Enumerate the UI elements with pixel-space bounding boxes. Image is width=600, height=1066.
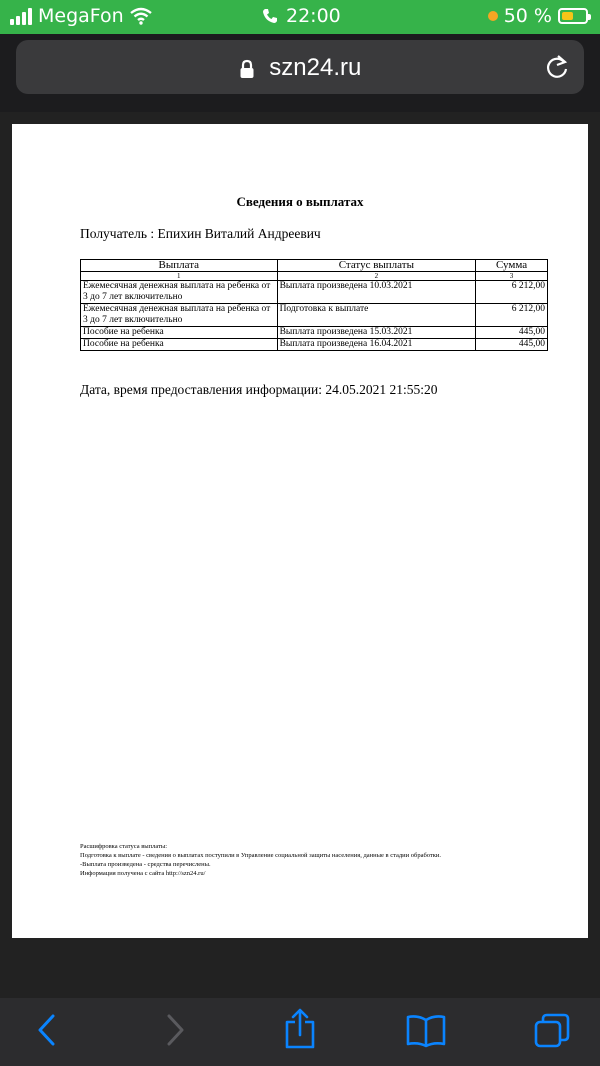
document-title: Сведения о выплатах [236, 194, 364, 209]
url-text[interactable]: szn24.ru [269, 54, 362, 81]
wifi-icon [130, 7, 152, 25]
amount-cell: 6 212,00 [476, 304, 548, 327]
recipient-name: Получатель : Епихин Виталий Андреевич [80, 226, 321, 241]
footnote-line: Информация получена с сайта http://szn24.ru/ [80, 870, 206, 877]
amount-cell: 445,00 [476, 339, 548, 351]
lock-icon [239, 59, 255, 79]
document-page [12, 124, 588, 938]
status-cell: Выплата произведена 16.04.2021 [277, 339, 476, 351]
footnote-line: -Выплата произведена - средства перечислены. [80, 861, 211, 868]
amount-cell: 445,00 [476, 327, 548, 339]
payment-cell: Пособие на ребенка [81, 339, 278, 351]
reload-icon[interactable] [544, 53, 570, 81]
column-header-status: Статус выплаты [277, 260, 476, 272]
address-bar[interactable] [16, 40, 584, 94]
amount-cell: 6 212,00 [476, 281, 548, 304]
column-header-payment: Выплата [81, 260, 278, 272]
share-icon[interactable] [283, 1008, 317, 1050]
battery-icon [558, 8, 588, 24]
tabs-icon[interactable] [533, 1012, 571, 1050]
footnote-line: Расшифровка статуса выплаты: [80, 843, 168, 850]
carrier-name: MegaFon [38, 5, 124, 27]
payment-cell: Пособие на ребенка [81, 327, 278, 339]
clock: 22:00 [286, 5, 341, 27]
battery-percent: 50 % [503, 5, 552, 27]
back-icon[interactable] [34, 1012, 60, 1048]
footnote [80, 842, 441, 878]
payment-cell: Ежемесячная денежная выплата на ребенка от 3 до 7 лет включительно [81, 304, 278, 327]
column-number: 1 [81, 272, 278, 281]
forward-icon[interactable] [162, 1012, 188, 1048]
status-cell: Выплата произведена 10.03.2021 [277, 281, 476, 304]
browser-toolbar [0, 998, 600, 1066]
status-cell: Подготовка к выплате [277, 304, 476, 327]
phone-icon [262, 8, 278, 24]
table-row [81, 327, 548, 339]
table-row [81, 304, 548, 327]
footnote-line: Подготовка к выплате - сведения о выплатах поступили в Управление социальной защиты населения, данные в стадии обработки. [80, 852, 442, 859]
payment-cell: Ежемесячная денежная выплата на ребенка от 3 до 7 лет включительно [81, 281, 278, 304]
column-number: 2 [277, 272, 476, 281]
table-row [81, 281, 548, 304]
column-number: 3 [476, 272, 548, 281]
web-content-area [0, 112, 600, 998]
status-cell: Выплата произведена 15.03.2021 [277, 327, 476, 339]
browser-top-chrome [0, 34, 600, 112]
table-row [81, 339, 548, 351]
signal-icon [10, 7, 32, 25]
column-header-amount: Сумма [476, 260, 548, 272]
bookmarks-icon[interactable] [405, 1014, 447, 1048]
info-datetime: Дата, время предоставления информации: 24.05.2021 21:55:20 [80, 382, 438, 397]
low-power-dot-icon [488, 11, 498, 21]
payments-table [80, 259, 548, 351]
status-bar [0, 0, 600, 34]
